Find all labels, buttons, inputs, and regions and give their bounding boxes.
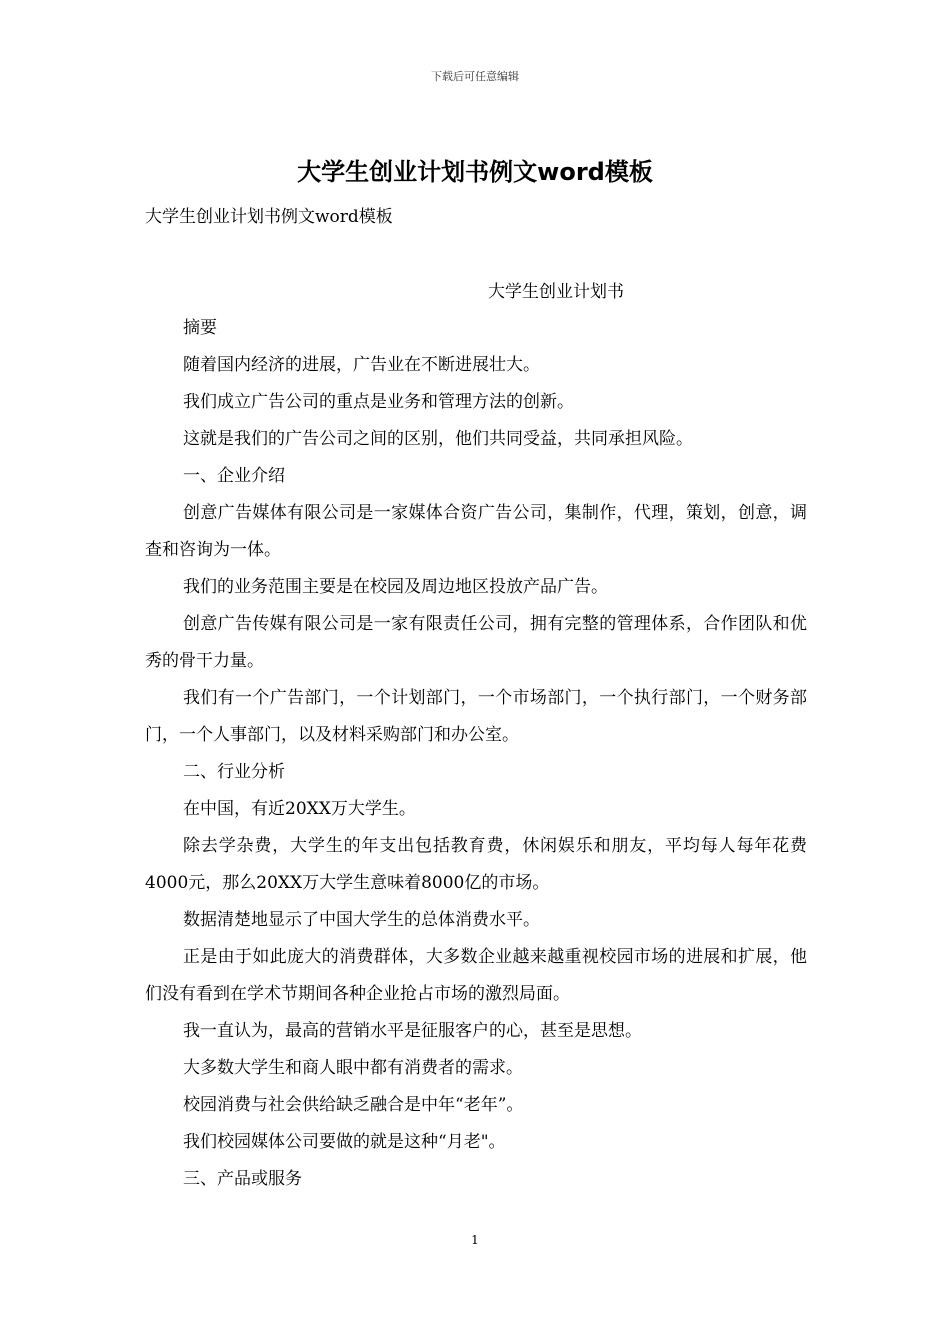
paragraph: 数据清楚地显示了中国大学生的总体消费水平。 [183,910,540,930]
paragraph-abstract-heading: 摘要 [183,318,217,338]
section-heading-company: 一、企业介绍 [183,466,285,486]
document-subtitle: 大学生创业计划书例文word模板 [145,207,393,227]
section-heading: 大学生创业计划书 [488,282,624,302]
paragraph: 这就是我们的广告公司之间的区别，他们共同受益，共同承担风险。 [183,429,693,449]
paragraph: 在中国，有近20XX万大学生。 [183,799,416,819]
document-title: 大学生创业计划书例文word模板 [297,158,653,186]
page-number: 1 [471,1233,479,1247]
paragraph: 我们校园媒体公司要做的就是这种“月老"。 [183,1132,506,1152]
body-text [145,310,807,1198]
page-header: 下载后可任意编辑 [431,70,519,83]
paragraph: 创意广告媒体有限公司是一家媒体合资广告公司，集制作，代理，策划，创意，调查和咨询为一体。 [145,503,807,560]
paragraph: 随着国内经济的进展，广告业在不断进展壮大。 [183,355,540,375]
paragraph: 我们有一个广告部门，一个计划部门，一个市场部门，一个执行部门，一个财务部门，一个人事部门，以及材料采购部门和办公室。 [145,688,807,745]
paragraph: 我一直认为，最高的营销水平是征服客户的心，甚至是思想。 [183,1021,642,1041]
paragraph: 我们成立广告公司的重点是业务和管理方法的创新。 [183,392,574,412]
paragraph: 校园消费与社会供给缺乏融合是中年“老年”。 [183,1095,524,1115]
paragraph: 创意广告传媒有限公司是一家有限责任公司，拥有完整的管理体系，合作团队和优秀的骨干力量。 [145,614,807,671]
section-heading-products: 三、产品或服务 [183,1169,302,1189]
paragraph: 正是由于如此庞大的消费群体，大多数企业越来越重视校园市场的进展和扩展，他们没有看到在学术节期间各种企业抢占市场的激烈局面。 [145,947,807,1004]
paragraph: 我们的业务范围主要是在校园及周边地区投放产品广告。 [183,577,608,597]
paragraph: 大多数大学生和商人眼中都有消费者的需求。 [183,1058,523,1078]
section-heading-industry: 二、行业分析 [183,762,285,782]
paragraph: 除去学杂费，大学生的年支出包括教育费，休闲娱乐和朋友，平均每人每年花费4000元，那么20XX万大学生意味着8000亿的市场。 [145,836,807,893]
